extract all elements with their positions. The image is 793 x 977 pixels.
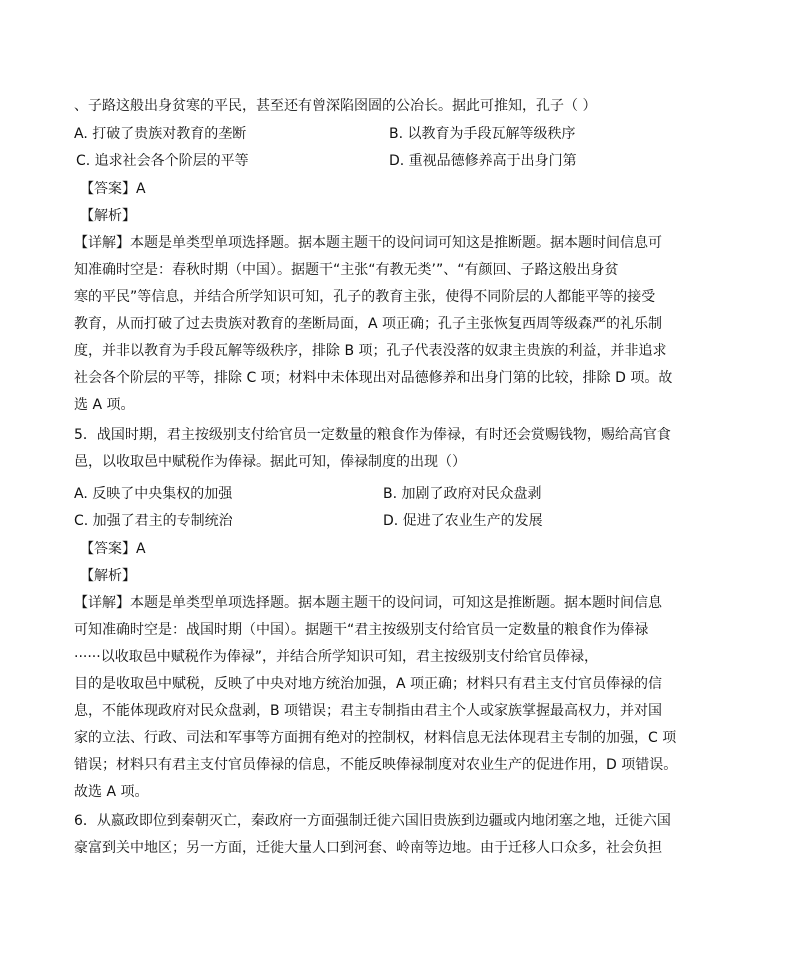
- q6-stem-line: 6．从嬴政即位到秦朝灭亡，秦政府一方面强制迁徙六国旧贵族到边疆或内地闭塞之地，迁徙六国: [74, 813, 671, 829]
- q5-detail-line: 家的立法、行政、司法和军事等方面拥有绝对的控制权，材料信息无法体现君主专制的加强，C 项: [74, 730, 677, 746]
- q5-detail-line: 错误；材料只有君主支付官员俸禄的信息，不能反映俸禄制度对农业生产的促进作用，D 项错误。: [74, 757, 678, 773]
- q5-option-a: A. 反映了中央集权的加强: [74, 486, 233, 502]
- q4-detail-line: 度，并非以教育为手段瓦解等级秩序，排除 B 项；孔子代表没落的奴隶主贵族的利益，并非追求: [74, 343, 667, 359]
- q5-option-d: D. 促进了农业生产的发展: [383, 513, 543, 529]
- q4-detail-line: 寒的平民”等信息，并结合所学知识可知，孔子的教育主张，使得不同阶层的人都能平等的接受: [74, 289, 656, 305]
- q5-option-c: C. 加强了君主的专制统治: [74, 513, 233, 529]
- q4-option-a: A. 打破了贵族对教育的垄断: [74, 126, 247, 142]
- q4-detail-line: 教育，从而打破了过去贵族对教育的垄断局面，A 项正确；孔子主张恢复西周等级森严的礼乐制: [74, 316, 663, 332]
- q5-option-b: B. 加剧了政府对民众盘剥: [383, 486, 542, 502]
- q4-stem-tail: 、子路这般出身贫寒的平民，甚至还有曾深陷囹圄的公冶长。据此可推知，孔子（ ）: [74, 98, 597, 114]
- q5-answer-label: 【答案】A: [80, 541, 146, 557]
- q5-stem-line: 5．战国时期，君主按级别支付给官员一定数量的粮食作为俸禄，有时还会赏赐钱物，赐给高官食: [74, 427, 671, 443]
- q5-detail-line: 故选 A 项。: [74, 784, 149, 800]
- q5-analysis-label: 【解析】: [80, 568, 136, 584]
- q4-answer-label: 【答案】A: [80, 181, 146, 197]
- q4-detail-line: 【详解】本题是单类型单项选择题。据本题主题干的设问词可知这是推断题。据本题时间信息可: [74, 235, 662, 251]
- q4-option-c: C. 追求社会各个阶层的平等: [76, 153, 249, 169]
- q4-detail-line: 知准确时空是：春秋时期（中国）。据题干“主张“有教无类’”、“有颜回、子路这般出身贫: [74, 262, 619, 278]
- q4-option-d: D. 重视品德修养高于出身门第: [389, 153, 577, 169]
- q4-detail-line: 选 A 项。: [74, 397, 135, 413]
- q4-detail-line: 社会各个阶层的平等，排除 C 项；材料中未体现出对品德修养和出身门第的比较，排除 D 项。故: [74, 370, 673, 386]
- q5-stem-line: 邑，以收取邑中赋税作为俸禄。据此可知，俸禄制度的出现（）: [74, 454, 466, 470]
- q5-detail-line: ······以收取邑中赋税作为俸禄”，并结合所学知识可知，君主按级别支付给官员俸禄，: [74, 649, 598, 665]
- q6-stem-line: 豪富到关中地区；另一方面，迁徙大量人口到河套、岭南等边地。由于迁移人口众多，社会负担: [74, 840, 662, 856]
- q5-detail-line: 息，不能体现政府对民众盘剥，B 项错误；君主专制指由君主个人或家族掌握最高权力，并对国: [74, 703, 663, 719]
- q5-detail-line: 【详解】本题是单类型单项选择题。据本题主题干的设问词，可知这是推断题。据本题时间信息: [74, 595, 662, 611]
- q5-detail-line: 目的是收取邑中赋税，反映了中央对地方统治加强，A 项正确；材料只有君主支付官员俸禄的信: [74, 676, 663, 692]
- q4-analysis-label: 【解析】: [80, 208, 136, 224]
- q5-detail-line: 可知准确时空是：战国时期（中国）。据题干“君主按级别支付给官员一定数量的粮食作为俸禄: [74, 622, 649, 638]
- q4-option-b: B. 以教育为手段瓦解等级秩序: [389, 126, 576, 142]
